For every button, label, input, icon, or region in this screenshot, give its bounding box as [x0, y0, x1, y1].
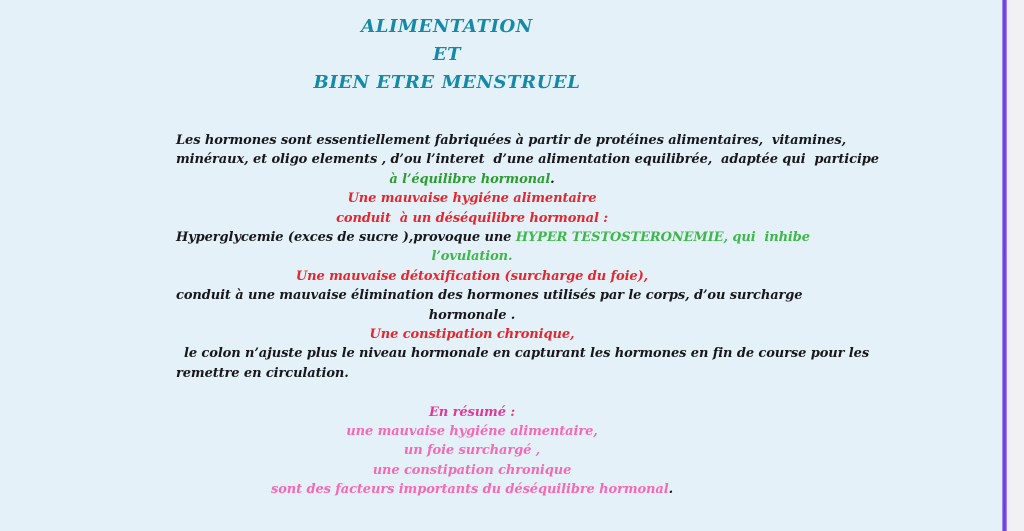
title-line: ALIMENTATION [361, 16, 533, 37]
text-segment: conduit à une mauvaise élimination des hormones utilisés par le corps, d’ou surcharge [176, 288, 803, 304]
text-segment: remettre en circulation. [176, 365, 349, 381]
text-line [176, 383, 768, 402]
text-segment: En résumé : [428, 404, 516, 420]
text-line [176, 286, 803, 305]
text-segment: Les hormones sont essentiellement fabriquées à partir de protéines alimentaires, vitamines, [176, 133, 847, 148]
text-segment: un foie surchargé , [403, 443, 541, 459]
text-segment: une constipation chronique [372, 462, 572, 478]
text-segment: à l’équilibre hormonal [389, 171, 551, 187]
text-line [176, 228, 810, 247]
content-column [176, 131, 879, 500]
text-line [176, 131, 847, 150]
text-line [176, 306, 768, 325]
text-line [176, 344, 870, 363]
title-line: ET [432, 44, 462, 65]
text-line [176, 170, 768, 189]
text-segment: le colon n’ajuste plus le niveau hormonale en capturant les hormones en fin de course pour les [184, 346, 870, 362]
text-line [176, 247, 768, 266]
text-line [176, 267, 768, 286]
text-segment: minéraux, et oligo elements , d’ou l’interet d’une alimentation equilibrée, adaptée qui participe [176, 152, 879, 168]
text-segment: l’ovulation. [431, 249, 513, 265]
title-block [151, 13, 743, 97]
text-segment: Une constipation chronique, [369, 327, 575, 343]
text-line [176, 441, 768, 460]
text-segment: Une mauvaise hygiéne alimentaire [347, 191, 597, 207]
text-segment: . [550, 171, 555, 187]
text-line [176, 480, 768, 499]
text-line [176, 461, 768, 480]
text-line [176, 325, 768, 344]
text-line [176, 150, 879, 169]
text-segment: Une mauvaise détoxification (surcharge du foie), [295, 268, 649, 284]
text-line [176, 422, 768, 441]
text-segment: HYPER TESTOSTERONEMIE, qui inhibe [515, 230, 810, 246]
text-line [176, 209, 768, 228]
text-line [176, 403, 768, 422]
text-line [176, 364, 768, 383]
title-line: BIEN ETRE MENSTRUEL [313, 72, 581, 93]
page-margin-strip [1007, 0, 1024, 531]
page-edge-line [1002, 0, 1007, 531]
text-segment: sont des facteurs importants du déséquilibre hormonal [270, 482, 669, 498]
text-line [176, 189, 768, 208]
text-segment: hormonale . [428, 307, 516, 323]
text-segment: conduit à un déséquilibre hormonal : [336, 210, 608, 226]
text-segment: une mauvaise hygiéne alimentaire, [346, 424, 598, 440]
text-segment: . [668, 482, 674, 498]
text-segment: Hyperglycemie (exces de sucre ),provoque une [176, 230, 516, 246]
